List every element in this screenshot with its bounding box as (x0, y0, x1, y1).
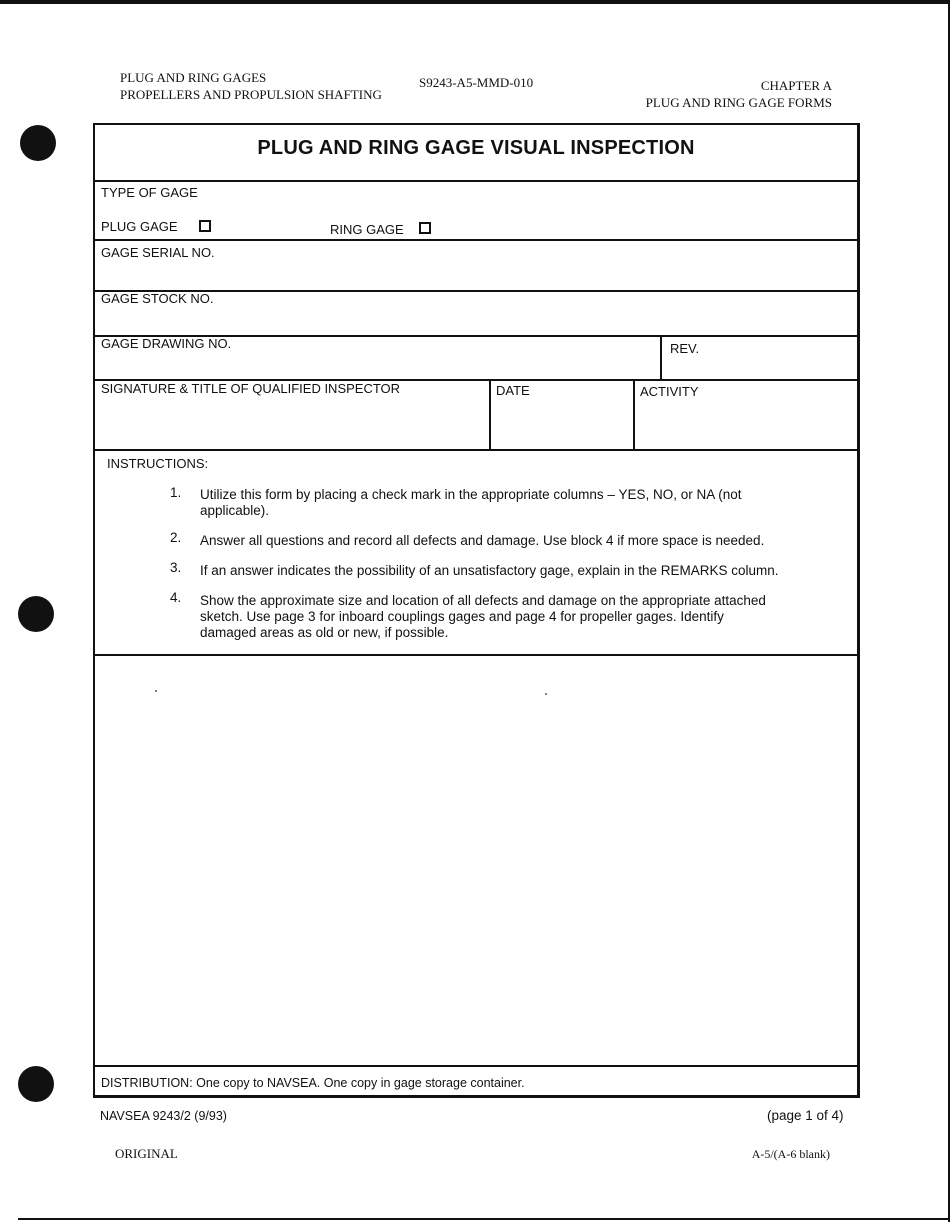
header-right-line2: PLUG AND RING GAGE FORMS (645, 95, 832, 110)
type-of-gage-label: TYPE OF GAGE (101, 185, 198, 200)
activity-label: ACTIVITY (640, 384, 699, 399)
form-number: NAVSEA 9243/2 (9/93) (100, 1109, 227, 1123)
gage-serial-label: GAGE SERIAL NO. (101, 245, 215, 260)
footer-original: ORIGINAL (115, 1146, 178, 1161)
stray-mark (155, 690, 157, 692)
title-divider (95, 180, 857, 182)
punch-hole-middle (18, 596, 54, 632)
ring-gage-checkbox[interactable] (419, 222, 431, 234)
instruction-number: 1. (170, 485, 182, 500)
instruction-text (200, 487, 820, 519)
instruction-line: Answer all questions and record all defects and damage. Use block 4 if more space is needed. (200, 533, 765, 548)
gage-drawing-label: GAGE DRAWING NO. (101, 336, 232, 351)
date-label: DATE (496, 383, 530, 398)
instruction-line: Show the approximate size and location of all defects and damage on the appropriate attached (200, 593, 766, 608)
header-right (646, 77, 832, 111)
instruction-line: sketch. Use page 3 for inboard couplings gages and page 4 for propeller gages. Identify (200, 609, 724, 624)
divider-date-activity (633, 380, 635, 450)
ring-gage-label: RING GAGE (330, 222, 404, 237)
gage-stock-label: GAGE STOCK NO. (101, 291, 214, 306)
instruction-line: If an answer indicates the possibility of an unsatisfactory gage, explain in the REMARKS column. (200, 563, 779, 578)
distribution-note: DISTRIBUTION: One copy to NAVSEA. One copy in gage storage container. (101, 1076, 525, 1090)
divider-signature-date (489, 380, 491, 450)
blank-remarks-area[interactable] (95, 656, 857, 1065)
instruction-line: damaged areas as old or new, if possible. (200, 625, 449, 640)
rev-label: REV. (670, 341, 700, 356)
header-left-line2: PROPELLERS AND PROPULSION SHAFTING (120, 87, 382, 102)
divider-drawing-rev (660, 336, 662, 380)
instruction-line: Utilize this form by placing a check mark in the appropriate columns – YES, NO, or NA (not (200, 487, 742, 502)
header-document-number: S9243-A5-MMD-010 (419, 75, 534, 90)
punch-hole-bottom (18, 1066, 54, 1102)
page-bottom-rule (18, 1218, 950, 1220)
form-title: PLUG AND RING GAGE VISUAL INSPECTION (257, 137, 695, 159)
plug-gage-checkbox[interactable] (199, 220, 211, 232)
instruction-text (200, 593, 820, 641)
instruction-line: applicable). (200, 503, 270, 518)
punch-hole-top (20, 125, 56, 161)
header-left-line1: PLUG AND RING GAGES (120, 70, 267, 85)
instruction-number: 3. (170, 560, 182, 575)
stray-mark (545, 693, 547, 695)
signature-label: SIGNATURE & TITLE OF QUALIFIED INSPECTOR (101, 381, 401, 396)
footer-page-ref: A-5/(A-6 blank) (751, 1147, 830, 1161)
divider-type-serial (95, 239, 857, 241)
instruction-text (200, 533, 820, 549)
header-left (120, 69, 382, 103)
page-top-rule (0, 0, 950, 4)
instruction-number: 4. (170, 590, 182, 605)
header-right-line1: CHAPTER A (760, 78, 832, 93)
divider-remarks-distribution (95, 1065, 857, 1067)
instruction-number: 2. (170, 530, 182, 545)
instructions-label: INSTRUCTIONS: (107, 456, 209, 471)
plug-gage-label: PLUG GAGE (101, 219, 178, 234)
divider-signature-instructions (95, 449, 857, 451)
instruction-text (200, 563, 820, 579)
inspection-form (93, 123, 860, 1098)
page-indicator: (page 1 of 4) (767, 1108, 844, 1123)
